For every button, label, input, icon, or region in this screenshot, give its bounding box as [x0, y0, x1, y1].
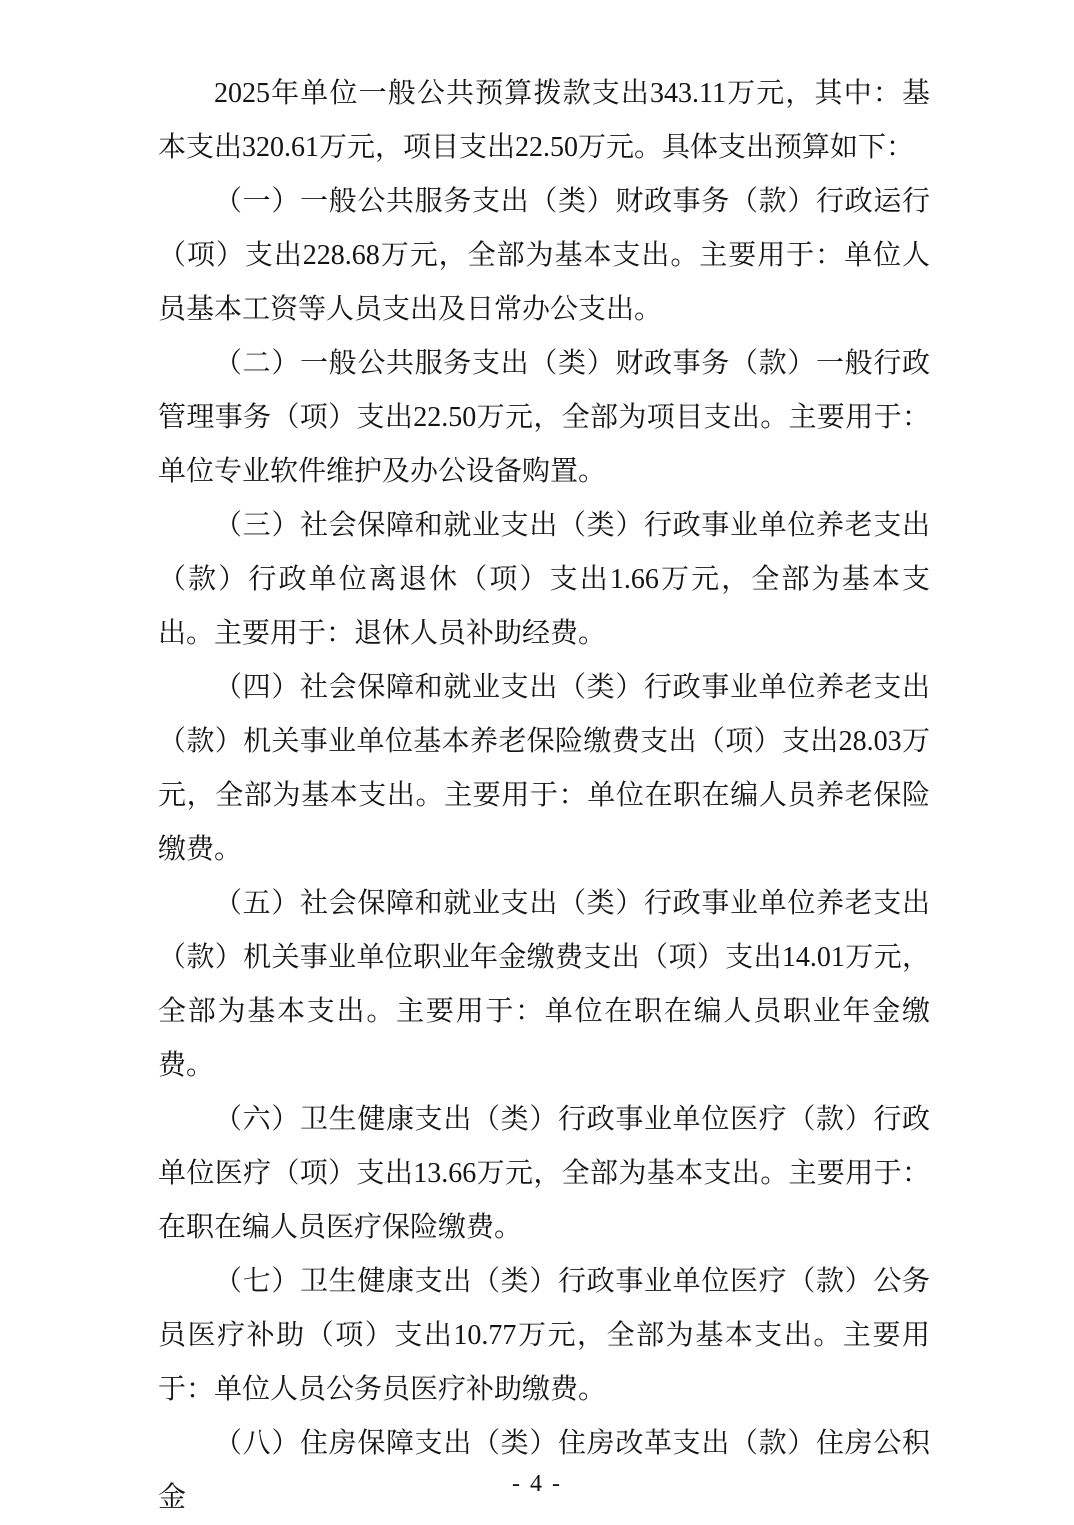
- paragraph-item-4: （四）社会保障和就业支出（类）行政事业单位养老支出（款）机关事业单位基本养老保险缴费支出（项）支出28.03万元，全部为基本支出。主要用于：单位在职在编人员养老保险缴费。: [158, 672, 930, 865]
- paragraph-item-3: （三）社会保障和就业支出（类）行政事业单位养老支出（款）行政单位离退休（项）支出1.66万元，全部为基本支出。主要用于：退休人员补助经费。: [158, 510, 930, 649]
- paragraph-budget-summary: 2025年单位一般公共预算拨款支出343.11万元，其中：基本支出320.61万元，项目支出22.50万元。具体支出预算如下：: [158, 78, 930, 163]
- paragraph-item-2: （二）一般公共服务支出（类）财政事务（款）一般行政管理事务（项）支出22.50万元，全部为项目支出。主要用于：单位专业软件维护及办公设备购置。: [158, 348, 930, 487]
- paragraph-item-8: （八）住房保障支出（类）住房改革支出（款）住房公积金: [158, 1428, 930, 1513]
- paragraph-item-5: （五）社会保障和就业支出（类）行政事业单位养老支出（款）机关事业单位职业年金缴费支出（项）支出14.01万元，全部为基本支出。主要用于：单位在职在编人员职业年金缴费。: [158, 888, 930, 1081]
- paragraph-item-6: （六）卫生健康支出（类）行政事业单位医疗（款）行政单位医疗（项）支出13.66万元，全部为基本支出。主要用于：在职在编人员医疗保险缴费。: [158, 1104, 930, 1243]
- paragraph-item-1: （一）一般公共服务支出（类）财政事务（款）行政运行（项）支出228.68万元，全部为基本支出。主要用于：单位人员基本工资等人员支出及日常办公支出。: [158, 186, 930, 325]
- document-body: [158, 67, 930, 1525]
- paragraph-item-7: （七）卫生健康支出（类）行政事业单位医疗（款）公务员医疗补助（项）支出10.77万元，全部为基本支出。主要用于：单位人员公务员医疗补助缴费。: [158, 1266, 930, 1405]
- page-number: - 4 -: [512, 1471, 562, 1497]
